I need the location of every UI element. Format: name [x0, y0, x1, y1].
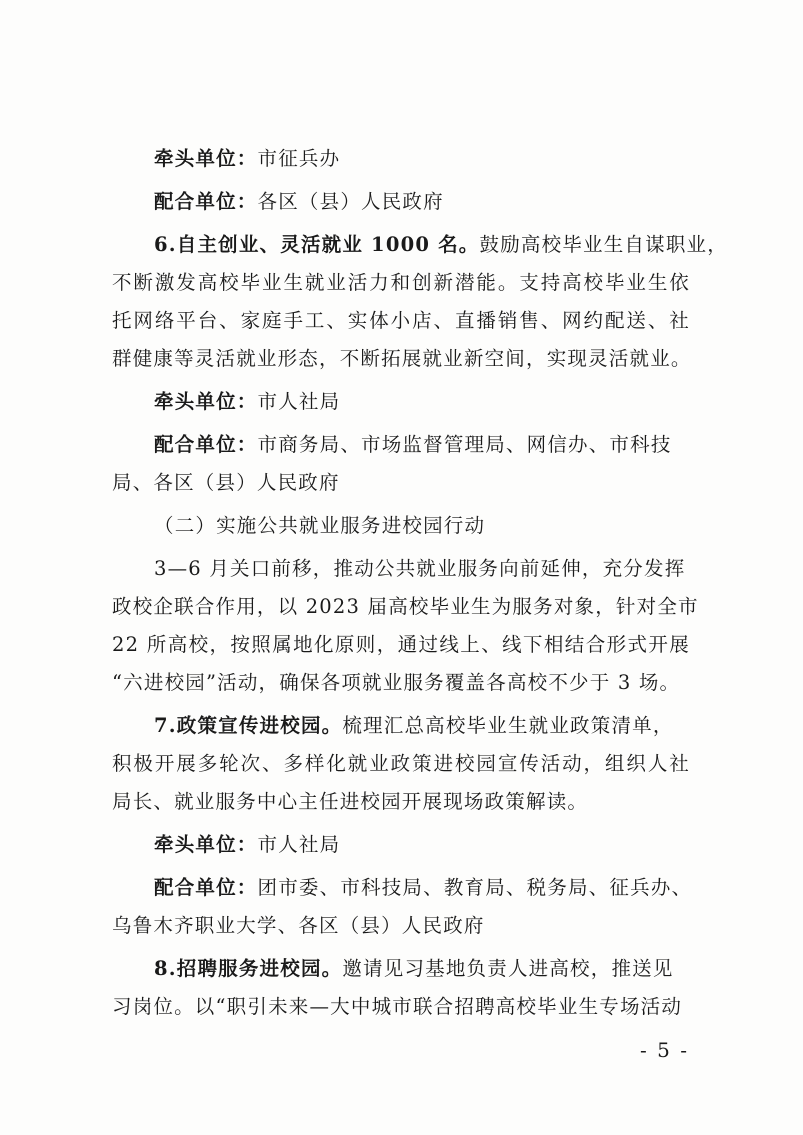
support-unit-label: 配合单位： — [154, 190, 258, 213]
support-unit-value: 局、各区（县）人民政府 — [112, 471, 340, 494]
item-7-text-line: 积极开展多轮次、多样化就业政策进校园宣传活动，组织人社 — [112, 752, 690, 775]
item-6-text-line: 托网络平台、家庭手工、实体小店、直播销售、网约配送、社 — [112, 309, 690, 332]
item-8-text-line: 邀请见习基地负责人进高校，推送见 — [342, 957, 674, 980]
support-unit-value: 团市委、市科技局、教育局、税务局、征兵办、 — [257, 876, 693, 899]
item-7-text-line: 局长、就业服务中心主任进校园开展现场政策解读。 — [112, 790, 589, 813]
section-heading-paragraph — [112, 507, 690, 545]
lead-unit-paragraph — [112, 826, 690, 864]
support-unit-label: 配合单位： — [154, 433, 258, 456]
lead-unit-value: 市人社局 — [257, 833, 341, 856]
item-6-text-line: 不断激发高校毕业生就业活力和创新潜能。支持高校毕业生依 — [112, 271, 690, 294]
section-intro-line: 3—6 月关口前移，推动公共就业服务向前延伸，充分发挥 — [154, 557, 686, 580]
section-intro-line: “六进校园”活动，确保各项就业服务覆盖各高校不少于 3 场。 — [112, 671, 681, 694]
item-7-paragraph — [112, 707, 690, 821]
lead-unit-value: 市人社局 — [257, 390, 341, 413]
lead-unit-label: 牵头单位： — [154, 147, 258, 170]
support-unit-value: 市商务局、市场监督管理局、网信办、市科技 — [257, 433, 672, 456]
support-unit-paragraph — [112, 869, 693, 945]
support-unit-label: 配合单位： — [154, 876, 258, 899]
lead-unit-paragraph — [112, 140, 690, 178]
page-number: - 5 - — [640, 1038, 689, 1062]
item-6-text-line: 群健康等灵活就业形态，不断拓展就业新空间，实现灵活就业。 — [112, 347, 692, 370]
item-8-heading: 8.招聘服务进校园。 — [154, 957, 343, 980]
item-6-paragraph — [112, 226, 728, 378]
item-8-text-line: 习岗位。以“职引未来—大中城市联合招聘高校毕业生专场活动 — [112, 995, 683, 1018]
item-6-text-line: 鼓励高校毕业生自谋职业， — [479, 233, 728, 256]
item-6-heading: 6.自主创业、灵活就业 1000 名。 — [154, 233, 480, 256]
item-8-paragraph — [112, 950, 690, 1026]
item-7-heading: 7.政策宣传进校园。 — [154, 714, 343, 737]
section-intro-line: 政校企联合作用，以 2023 届高校毕业生为服务对象，针对全市 — [112, 595, 699, 618]
section-intro-line: 22 所高校，按照属地化原则，通过线上、线下相结合形式开展 — [112, 633, 690, 656]
section-heading: （二）实施公共就业服务进校园行动 — [154, 514, 486, 537]
document-body — [112, 140, 728, 1031]
lead-unit-label: 牵头单位： — [154, 833, 258, 856]
support-unit-value: 乌鲁木齐职业大学、各区（县）人民政府 — [112, 914, 485, 937]
support-unit-paragraph — [112, 426, 690, 502]
lead-unit-label: 牵头单位： — [154, 390, 258, 413]
item-7-text-line: 梳理汇总高校毕业生就业政策清单， — [342, 714, 674, 737]
support-unit-paragraph — [112, 183, 690, 221]
section-intro-paragraph — [112, 550, 699, 702]
lead-unit-paragraph — [112, 383, 690, 421]
lead-unit-value: 市征兵办 — [257, 147, 341, 170]
support-unit-value: 各区（县）人民政府 — [257, 190, 444, 213]
